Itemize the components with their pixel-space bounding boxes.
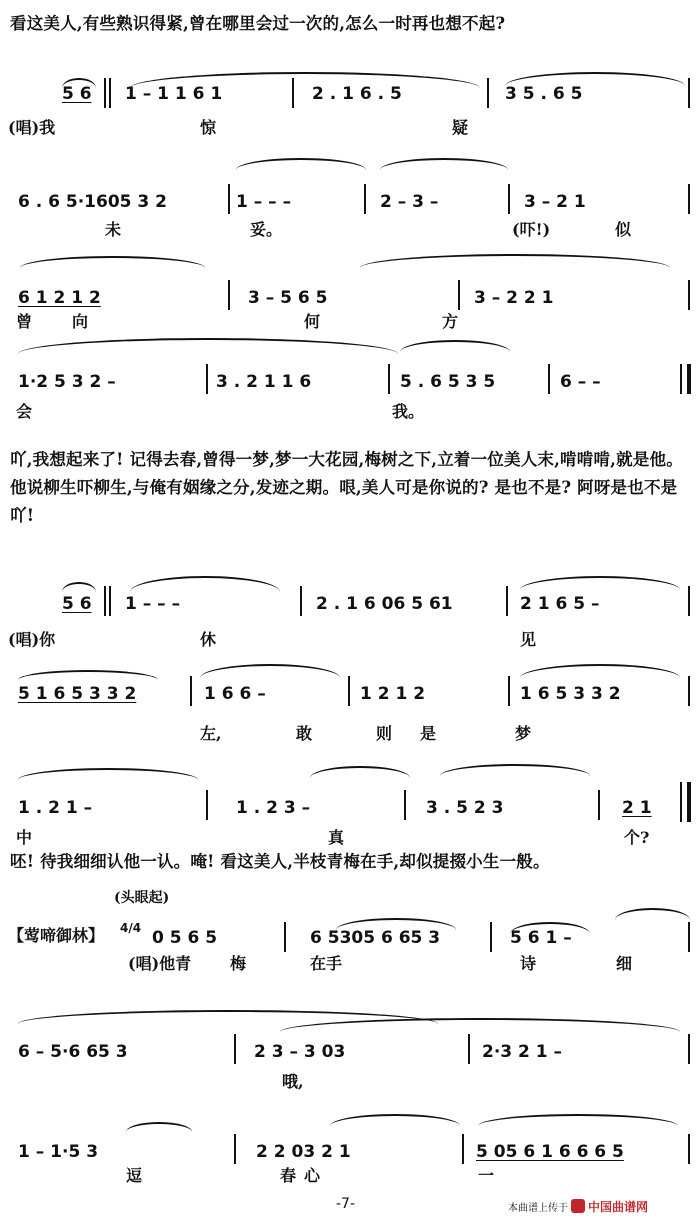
lyric: (唱)你: [8, 630, 56, 649]
barline: [688, 184, 690, 214]
slur: [200, 664, 340, 678]
barline: [487, 78, 489, 108]
slur: [62, 582, 96, 592]
stave-6: [0, 662, 700, 752]
lyric: 个?: [624, 828, 650, 847]
barline: [508, 184, 510, 214]
lyric: 中: [16, 828, 33, 847]
notation-segment: 5 05 6 1 6 6 6 5: [476, 1142, 624, 1162]
barline: [490, 922, 492, 952]
notation-segment: 3 – 2 1: [524, 192, 586, 212]
barline: [206, 364, 208, 394]
slur: [236, 158, 366, 170]
barline: [104, 78, 106, 108]
slur: [440, 764, 590, 776]
slur: [330, 1114, 460, 1126]
stave-9: [0, 1010, 700, 1100]
slur: [20, 256, 205, 268]
slur: [380, 158, 508, 170]
slur: [18, 768, 198, 780]
slur: [360, 254, 670, 268]
barline: [548, 364, 550, 394]
notation-segment: 1 6 6 –: [204, 684, 266, 704]
barline: [284, 922, 286, 952]
notation-segment: 5 1 6 5 3 3 2: [18, 684, 137, 704]
lyric: 似: [615, 220, 632, 239]
lyric: 方: [442, 312, 459, 331]
notation-segment: 2 3 – 3 03: [254, 1042, 346, 1062]
lyric: 会: [16, 402, 33, 421]
tempo-marking: (头眼起): [114, 890, 170, 906]
prose-paragraph-2: 吖,我想起来了! 记得去春,曾得一梦,梦一大花园,梅树之下,立着一位美人末,啃啃啃,就是他。他说柳生吓柳生,与俺有姻缘之分,发迹之期。哏,美人可是你说的? 是也不是? 阿呀是也不是吖!: [10, 450, 683, 525]
stave-5: [0, 576, 700, 656]
lyric: (吓!): [512, 220, 551, 239]
lyric: 左,: [200, 724, 222, 743]
time-signature: 4/4: [120, 921, 142, 935]
notation-segment: 2 2 03 2 1: [256, 1142, 351, 1162]
notation-segment: 2 . 1 6 . 5: [312, 84, 402, 104]
lyric: 我。: [392, 402, 425, 421]
barline: [688, 676, 690, 706]
notation-segment: 2·3 2 1 –: [482, 1042, 563, 1062]
lyric: 疑: [452, 118, 469, 137]
tune-name: 【莺啼御林】: [8, 926, 105, 945]
barline: [688, 1134, 690, 1164]
page-number: -7-: [336, 1196, 356, 1212]
lyric: 一: [478, 1166, 495, 1185]
slur: [18, 670, 158, 680]
notation-segment: 2 1 6 5 –: [520, 594, 600, 614]
slur: [18, 338, 398, 354]
barline: [234, 1134, 236, 1164]
notation-segment: 5 6 1 –: [510, 928, 572, 948]
barline: [508, 676, 510, 706]
notation-segment: 1 – 1·5 3: [18, 1142, 99, 1162]
barline: [190, 676, 192, 706]
barline: [688, 922, 690, 952]
barline: [404, 790, 406, 820]
lyric: 妥。: [250, 220, 283, 239]
stave-1: [0, 72, 700, 152]
notation-segment: 1 . 2 1 –: [18, 798, 93, 818]
lyric: 在手: [310, 954, 343, 973]
slur: [615, 908, 690, 920]
notation-segment: 3 – 5 6 5: [248, 288, 328, 308]
barline: [598, 790, 600, 820]
lyric: 惊: [200, 118, 217, 137]
notation-segment: 6 . 6 5·1605 3 2: [18, 192, 167, 212]
barline: [104, 586, 106, 616]
lyric: 梦: [515, 724, 532, 743]
lyric: 梅: [230, 954, 247, 973]
prose-paragraph-3: 呸! 待我细细认他一认。唵! 看这美人,半枝青梅在手,却似提掇小生一般。: [10, 852, 550, 871]
lyric: 细: [616, 954, 633, 973]
watermark: [508, 1198, 648, 1215]
notation-segment: 6 1 2 1 2: [18, 288, 101, 308]
lyric: (唱)他青: [128, 954, 192, 973]
lyric: 何: [304, 312, 321, 331]
barline: [388, 364, 390, 394]
stave-2: [0, 158, 700, 238]
final-barline: [680, 782, 691, 822]
lyric: 春心: [280, 1166, 329, 1185]
barline: [348, 676, 350, 706]
barline: [458, 280, 460, 310]
lyric: 向: [72, 312, 89, 331]
notation-segment: 1 2 1 2: [360, 684, 426, 704]
barline: [364, 184, 366, 214]
lyric: 见: [520, 630, 537, 649]
notation-segment: 2 – 3 –: [380, 192, 439, 212]
barline: [234, 1034, 236, 1064]
notation-segment: 6 – 5·6 65 3: [18, 1042, 128, 1062]
final-barline: [680, 364, 691, 394]
stave-7: [0, 760, 700, 847]
notation-segment: 5 . 6 5 3 5: [400, 372, 496, 392]
lyric: 曾: [16, 312, 33, 331]
notation-segment: 5 6: [62, 594, 92, 614]
lyric: 未: [105, 220, 122, 239]
site-name: 中国曲谱网: [588, 1200, 649, 1214]
notation-segment: 2 1: [622, 798, 652, 818]
barline: [292, 78, 294, 108]
slur: [520, 576, 680, 590]
barline: [688, 280, 690, 310]
barline: [206, 790, 208, 820]
notation-segment: 3 – 2 2 1: [474, 288, 554, 308]
notation-segment: 1 6 5 3 3 2: [520, 684, 621, 704]
notation-segment: 1 – – –: [125, 594, 181, 614]
notation-segment: 1 – 1 1 6 1: [125, 84, 223, 104]
lyric: 诗: [520, 954, 537, 973]
lyric: (唱)我: [8, 118, 56, 137]
barline: [109, 78, 111, 108]
notation-segment: 3 5 . 6 5: [505, 84, 583, 104]
notation-segment: 1·2 5 3 2 –: [18, 372, 116, 392]
notation-segment: 3 . 2 1 1 6: [216, 372, 312, 392]
notation-segment: 2 . 1 6 06 5 61: [316, 594, 453, 614]
notation-segment: 1 . 2 3 –: [236, 798, 311, 818]
stave-10: [0, 1108, 700, 1192]
upload-note: 本曲谱上传于: [508, 1203, 568, 1214]
notation-segment: 3 . 5 2 3: [426, 798, 504, 818]
barline: [228, 184, 230, 214]
lyric: 休: [200, 630, 217, 649]
lyric: 则是: [376, 724, 465, 743]
barline: [468, 1034, 470, 1064]
stave-3: [0, 248, 700, 331]
notation-segment: 6 5305 6 65 3: [310, 928, 441, 948]
slur: [126, 1122, 192, 1132]
barline: [688, 78, 690, 108]
slur: [520, 664, 680, 678]
barline: [300, 586, 302, 616]
notation-segment: 0 5 6 5: [152, 928, 218, 948]
lyric: 真: [328, 828, 345, 847]
notation-segment: 6 – –: [560, 372, 601, 392]
barline: [506, 586, 508, 616]
slur: [130, 576, 280, 592]
barline: [688, 586, 690, 616]
barline: [228, 280, 230, 310]
slur: [478, 1114, 678, 1126]
slur: [310, 766, 410, 778]
prose-paragraph-1: 看这美人,有些熟识得紧,曾在哪里会过一次的,怎么一时再也想不起?: [10, 14, 506, 33]
barline: [109, 586, 111, 616]
slur: [400, 340, 510, 352]
site-logo-icon: [571, 1199, 585, 1213]
lyric: 逗: [126, 1166, 143, 1185]
notation-segment: 5 6: [62, 84, 92, 104]
barline: [688, 1034, 690, 1064]
stave-4: [0, 338, 700, 428]
notation-segment: 1 – – –: [236, 192, 292, 212]
lyric: 哦,: [282, 1072, 304, 1091]
lyric: 敢: [296, 724, 313, 743]
barline: [462, 1134, 464, 1164]
stave-8: [0, 888, 700, 998]
